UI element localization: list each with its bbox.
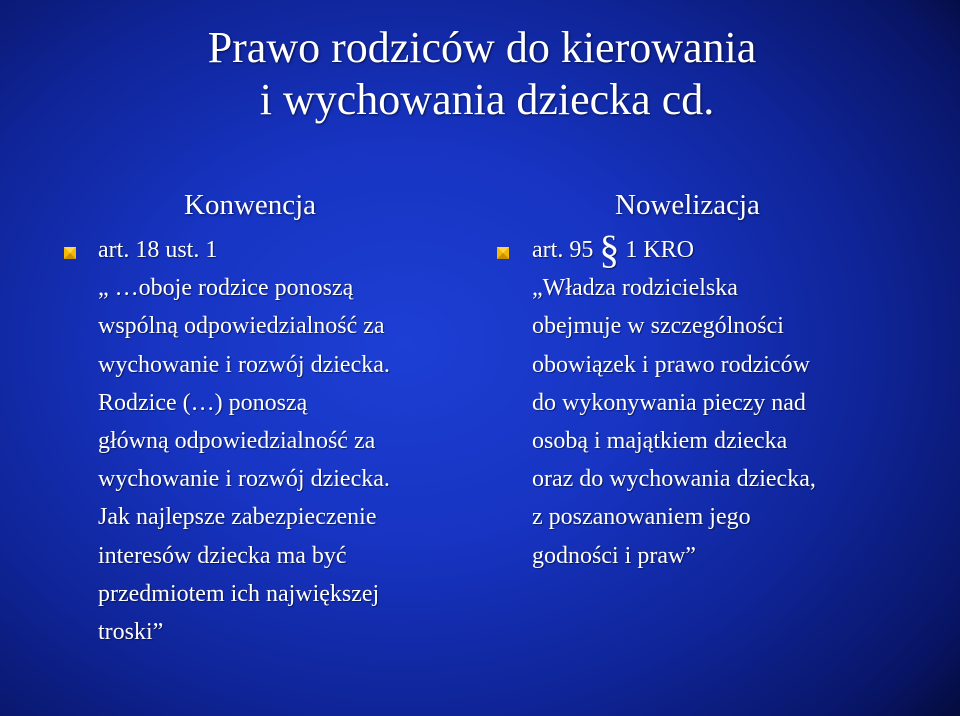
left-line: wspólną odpowiedzialność za [98, 313, 385, 340]
right-line: godności i praw” [532, 542, 696, 569]
left-column-text [98, 231, 488, 651]
left-line: wychowanie i rozwój dziecka. [98, 351, 390, 378]
left-line: „ …oboje rodzice ponoszą [98, 275, 354, 302]
section-sign: § [599, 227, 620, 272]
left-line: interesów dziecka ma być [98, 542, 347, 569]
right-line: osobą i majątkiem dziecka [532, 428, 788, 455]
right-line: obowiązek i prawo rodziców [532, 351, 810, 378]
right-line: oraz do wychowania dziecka, [532, 466, 816, 493]
square-bullet-icon [496, 246, 510, 260]
left-line: Rodzice (…) ponoszą [98, 389, 308, 416]
right-column-heading: Nowelizacja [615, 189, 760, 221]
right-first-line [532, 227, 952, 272]
left-line: wychowanie i rozwój dziecka. [98, 466, 390, 493]
right-line: obejmuje w szczególności [532, 313, 784, 340]
square-bullet-icon [63, 246, 77, 260]
left-line: przedmiotem ich największej [98, 580, 380, 607]
right-line: „Władza rodzicielska [532, 275, 738, 302]
article-suffix: 1 KRO [619, 237, 694, 263]
left-line: główną odpowiedzialność za [98, 428, 376, 455]
article-prefix: art. 95 [532, 237, 600, 263]
left-line: art. 18 ust. 1 [98, 237, 218, 263]
right-line: z poszanowaniem jego [532, 504, 751, 531]
right-line: do wykonywania pieczy nad [532, 389, 806, 416]
left-line: Jak najlepsze zabezpieczenie [98, 504, 377, 531]
slide-title [0, 22, 960, 126]
title-line-1: Prawo rodziców do kierowania [207, 23, 757, 72]
left-column-heading: Konwencja [184, 189, 317, 221]
title-line-2: i wychowania dziecka cd. [259, 75, 715, 124]
left-line: troski” [98, 619, 164, 646]
right-column-text [532, 227, 952, 575]
